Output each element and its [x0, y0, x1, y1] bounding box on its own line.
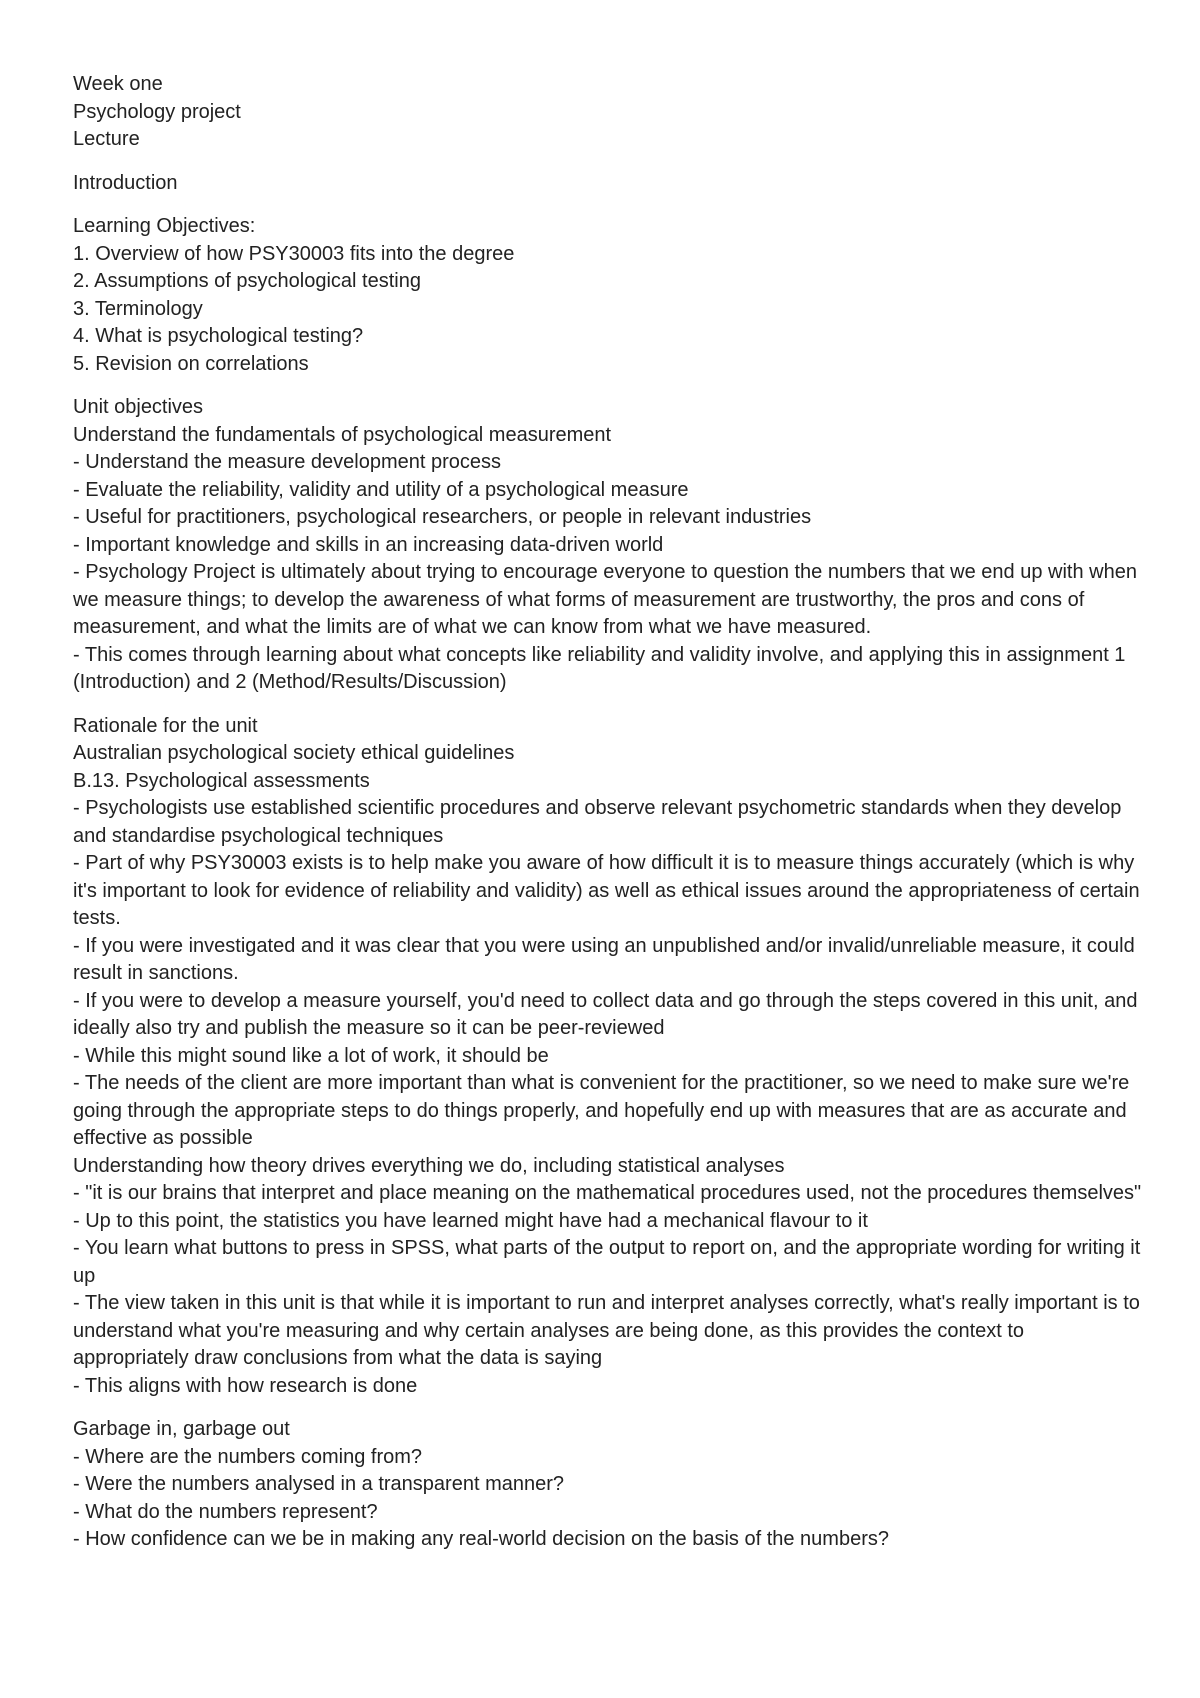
text-line: - If you were investigated and it was clear that you were using an unpublished and/or invalid/unreliable measure, it could result in sanctions.: [73, 934, 1135, 984]
text-line: - How confidence can we be in making any real-world decision on the basis of the numbers?: [73, 1528, 889, 1550]
rationale-block: [73, 713, 1143, 1401]
text-line: Australian psychological society ethical guidelines: [73, 742, 515, 764]
block-heading-line: Introduction: [73, 171, 178, 194]
text-line: - Were the numbers analysed in a transparent manner?: [73, 1473, 565, 1495]
block-heading-line: Unit objectives: [73, 396, 204, 418]
text-line: - The needs of the client are more important than what is convenient for the practitioner, so we need to make sure we're going through the appropriate steps to do things properly, and hopefully end up with measures that are as accurate and effective as possible: [73, 1072, 1130, 1149]
text-line: Understanding how theory drives everything we do, including statistical analyses: [73, 1154, 785, 1177]
block-heading-line: Learning Objectives:: [73, 215, 256, 237]
text-line: Psychology project: [73, 100, 241, 123]
text-line: 2. Assumptions of psychological testing: [73, 270, 421, 292]
text-line: - "it is our brains that interpret and place meaning on the mathematical procedures used, not the procedures themselves": [73, 1182, 1142, 1204]
text-line: - While this might sound like a lot of work, it should be: [73, 1044, 549, 1067]
block-heading-line: Rationale for the unit: [73, 714, 258, 737]
text-line: - This comes through learning about what concepts like reliability and validity involve, and applying this in assignment 1 (Introduction) and 2 (Method/Results/Discussion): [73, 643, 1126, 693]
text-line: - What do the numbers represent?: [73, 1500, 378, 1523]
document-body: [73, 71, 1143, 1570]
text-line: - If you were to develop a measure yourself, you'd need to collect data and go through the steps covered in this unit, and ideally also try and publish the measure so it can be peer-reviewed: [73, 989, 1138, 1039]
text-line: - Up to this point, the statistics you have learned might have had a mechanical flavour to it: [73, 1209, 868, 1232]
block-heading-line: Garbage in, garbage out: [73, 1418, 290, 1440]
header-block: [73, 71, 1143, 154]
text-line: - Evaluate the reliability, validity and utility of a psychological measure: [73, 478, 689, 501]
text-line: - The view taken in this unit is that while it is important to run and interpret analyses correctly, what's really important is to understand what you're measuring and why certain analyses are being done, as this provides the context to appropriately draw conclusions from what the data is saying: [73, 1292, 1140, 1369]
text-line: - You learn what buttons to press in SPSS, what parts of the output to report on, and the appropriate wording for writing it up: [73, 1237, 1141, 1287]
garbage-block: [73, 1416, 1143, 1554]
text-line: - Psychologists use established scientific procedures and observe relevant psychometric standards when they develop and standardise psychological techniques: [73, 797, 1122, 847]
text-line: - Where are the numbers coming from?: [73, 1445, 423, 1468]
text-line: 4. What is psychological testing?: [73, 325, 364, 347]
text-line: B.13. Psychological assessments: [73, 769, 370, 792]
text-line: 3. Terminology: [73, 297, 203, 320]
introduction-block: [73, 170, 1143, 198]
text-line: - Part of why PSY30003 exists is to help make you aware of how difficult it is to measure things accurately (which is why it's important to look for evidence of reliability and validity) as well as ethical issues around the appropriateness of certain tests.: [73, 852, 1140, 929]
text-line: Understand the fundamentals of psychological measurement: [73, 423, 612, 446]
text-line: - Useful for practitioners, psychological researchers, or people in relevant industries: [73, 506, 812, 528]
learning-objectives-block: [73, 213, 1143, 378]
block-heading-line: Week one: [73, 73, 163, 95]
text-line: - This aligns with how research is done: [73, 1374, 418, 1397]
text-line: - Psychology Project is ultimately about trying to encourage everyone to question the numbers that we end up with when we measure things; to develop the awareness of what forms of measurement are trustworthy, the pros and cons of measurement, and what the limits are of what we can know from what we have measured.: [73, 561, 1137, 638]
text-line: - Important knowledge and skills in an increasing data-driven world: [73, 533, 664, 556]
text-line: Lecture: [73, 128, 140, 150]
unit-objectives-block: [73, 394, 1143, 697]
text-line: - Understand the measure development process: [73, 451, 502, 473]
text-line: 1. Overview of how PSY30003 fits into the degree: [73, 242, 515, 265]
text-line: 5. Revision on correlations: [73, 352, 309, 375]
